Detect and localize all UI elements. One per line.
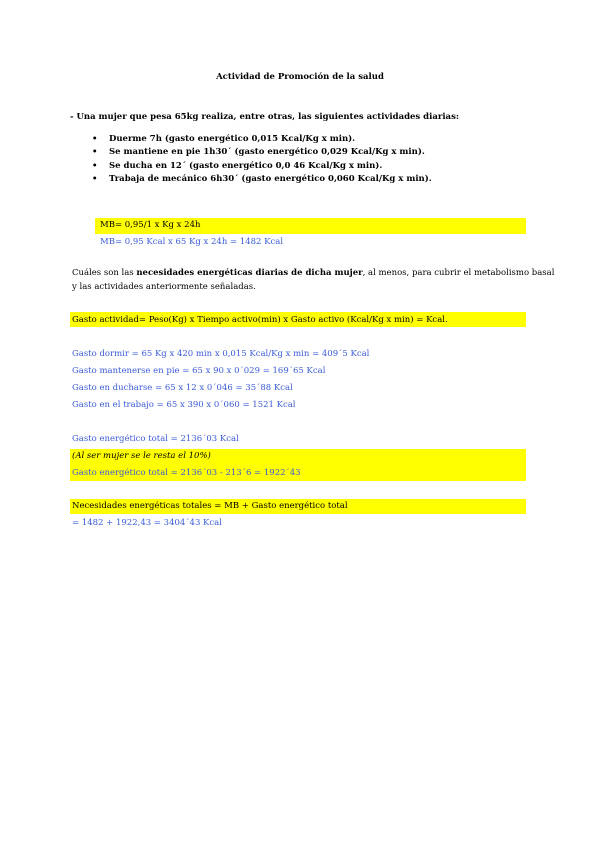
list-item: • Duerme 7h (gasto energético 0,015 Kcal/Kg x min).	[92, 133, 432, 146]
intro-line: - Una mujer que pesa 65kg realiza, entre otras, las siguientes actividades diarias:	[70, 112, 459, 122]
mb-formula: MB= 0,95/1 x Kg x 24h	[100, 220, 201, 230]
reduction-note: (Al ser mujer se le resta el 10%)	[72, 451, 211, 461]
list-item: • Se ducha en 12´ (gasto energético 0,0 46 Kcal/Kg x min).	[92, 160, 432, 173]
gasto-total-adjusted: Gasto energético total = 2136´03 - 213´6 = 1922´43	[72, 468, 301, 478]
gasto-total: Gasto energético total = 2136´03 Kcal	[72, 434, 239, 444]
gasto-trabajo: Gasto en el trabajo = 65 x 390 x 0´060 = 1521 Kcal	[72, 400, 296, 410]
needs-result: = 1482 + 1922,43 = 3404´43 Kcal	[72, 518, 222, 528]
question-line-2: y las actividades anteriormente señaladas.	[72, 282, 256, 292]
question-line-1: Cuáles son las necesidades energéticas diarias de dicha mujer, al menos, para cubrir el metabolismo basal	[72, 268, 555, 278]
document-title: Actividad de Promoción de la salud	[216, 72, 384, 82]
bullet-icon: •	[92, 147, 98, 158]
needs-formula: Necesidades energéticas totales = MB + Gasto energético total	[72, 501, 348, 511]
activity-formula: Gasto actividad= Peso(Kg) x Tiempo activo(min) x Gasto activo (Kcal/Kg x min) = Kcal.	[72, 315, 448, 325]
bullet-icon: •	[92, 134, 98, 144]
gasto-pie: Gasto mantenerse en pie = 65 x 90 x 0´029 = 169´65 Kcal	[72, 366, 326, 376]
list-item: • Se mantiene en pie 1h30´ (gasto energético 0,029 Kcal/Kg x min).	[92, 146, 432, 159]
bullet-icon: •	[92, 160, 98, 171]
bullet-icon: •	[92, 173, 98, 184]
question-emphasis: necesidades energéticas diarias de dicha mujer	[136, 268, 363, 278]
gasto-dormir: Gasto dormir = 65 Kg x 420 min x 0,015 Kcal/Kg x min = 409´5 Kcal	[72, 349, 370, 359]
mb-calculation: MB= 0,95 Kcal x 65 Kg x 24h = 1482 Kcal	[100, 237, 284, 247]
activity-list	[92, 133, 432, 186]
gasto-ducha: Gasto en ducharse = 65 x 12 x 0´046 = 35´88 Kcal	[72, 383, 293, 393]
list-item: • Trabaja de mecánico 6h30´ (gasto energético 0,060 Kcal/Kg x min).	[92, 173, 432, 186]
